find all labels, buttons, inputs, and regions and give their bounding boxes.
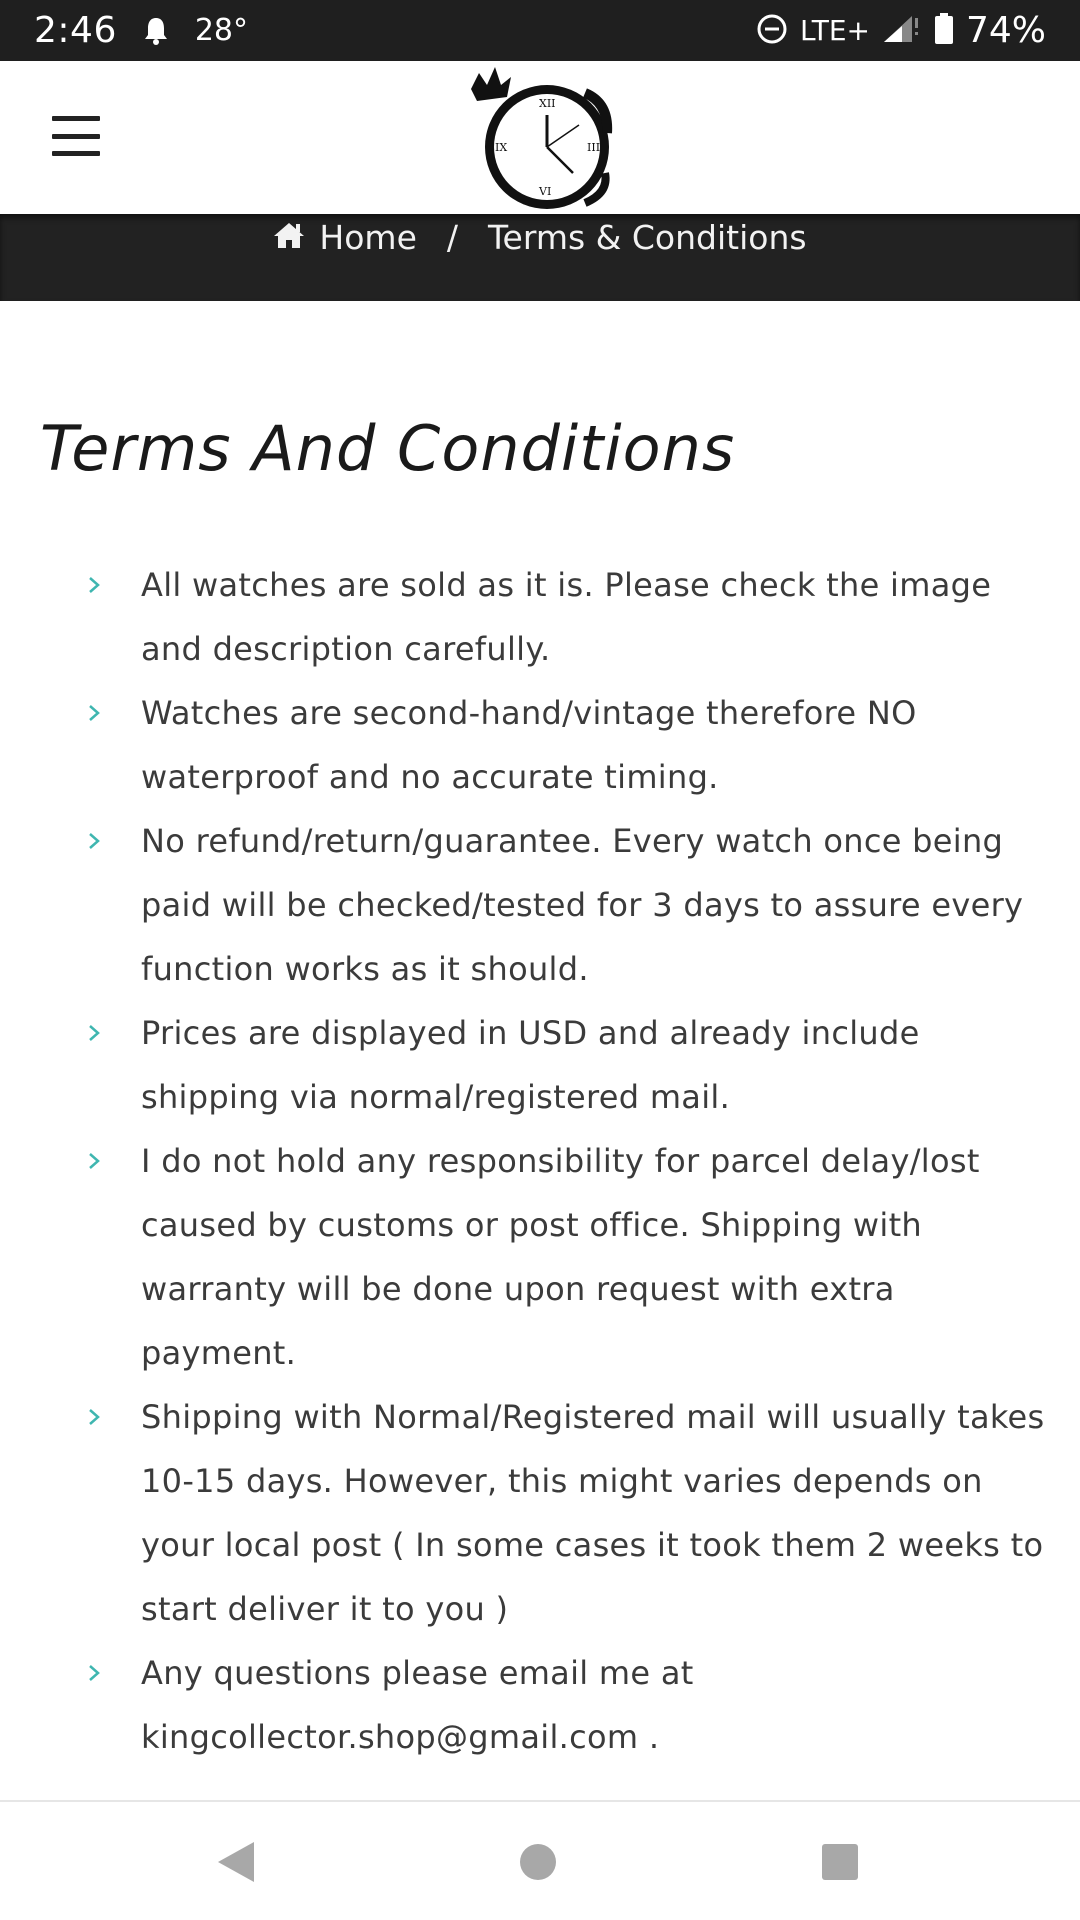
status-network-type: LTE+ xyxy=(799,14,870,47)
do-not-disturb-icon xyxy=(756,13,788,49)
chevron-right-icon xyxy=(84,1407,104,1427)
svg-text:VI: VI xyxy=(539,185,552,198)
terms-item-text: Prices are displayed in USD and already include shipping via normal/registered mail. xyxy=(141,1014,920,1116)
breadcrumb-home-label: Home xyxy=(319,218,417,257)
breadcrumb-separator: / xyxy=(446,218,458,257)
breadcrumb xyxy=(0,214,1080,301)
terms-list-item xyxy=(0,681,1080,809)
system-navigation-bar xyxy=(0,1800,1080,1920)
status-temperature: 28° xyxy=(194,13,249,48)
terms-item-text: Shipping with Normal/Registered mail will usually takes 10-15 days. However, this might varies depends on your local post ( In some cases it took them 2 weeks to start deliver it to you ) xyxy=(141,1398,1045,1628)
terms-list-item xyxy=(0,1385,1080,1641)
terms-item-text: Watches are second-hand/vintage therefore NO waterproof and no accurate timing. xyxy=(141,694,917,796)
svg-text:IX: IX xyxy=(495,141,508,154)
home-circle-icon[interactable] xyxy=(518,1840,558,1888)
status-bar xyxy=(0,0,1080,61)
terms-item-text[interactable]: Any questions please email me at kingcollector.shop@gmail.com . xyxy=(141,1654,694,1756)
chevron-right-icon xyxy=(84,1663,104,1683)
status-right xyxy=(756,10,1046,51)
recent-apps-icon[interactable] xyxy=(820,1840,860,1888)
terms-item-text: I do not hold any responsibility for parcel delay/lost caused by customs or post office. Shipping with warranty will be done upon request with extra payment. xyxy=(141,1142,980,1372)
terms-list-item xyxy=(0,553,1080,681)
hamburger-menu-icon[interactable] xyxy=(52,116,100,156)
terms-list-item xyxy=(0,1129,1080,1385)
svg-text:XII: XII xyxy=(539,97,556,110)
page-title: Terms And Conditions xyxy=(40,412,736,485)
notification-bell-icon xyxy=(143,16,169,46)
home-icon xyxy=(273,218,305,257)
chevron-right-icon xyxy=(84,831,104,851)
terms-item-text: All watches are sold as it is. Please check the image and description carefully. xyxy=(141,566,992,668)
svg-text:III: III xyxy=(587,141,601,154)
terms-list xyxy=(0,553,1080,1769)
chevron-right-icon xyxy=(84,575,104,595)
status-time: 2:46 xyxy=(34,10,117,51)
terms-list-item xyxy=(0,1641,1080,1769)
site-header xyxy=(0,61,1080,214)
signal-strength-icon xyxy=(882,14,922,48)
terms-list-item xyxy=(0,1001,1080,1129)
chevron-right-icon xyxy=(84,1151,104,1171)
battery-icon xyxy=(934,13,954,49)
chevron-right-icon xyxy=(84,703,104,723)
terms-item-text: No refund/return/guarantee. Every watch once being paid will be checked/tested for 3 days to assure every function works as it should. xyxy=(141,822,1024,988)
status-left xyxy=(34,10,248,51)
breadcrumb-current: Terms & Conditions xyxy=(488,218,807,257)
back-icon[interactable] xyxy=(216,1840,256,1888)
site-logo[interactable] xyxy=(467,63,617,213)
breadcrumb-home-link[interactable] xyxy=(273,218,416,257)
terms-list-item xyxy=(0,809,1080,1001)
chevron-right-icon xyxy=(84,1023,104,1043)
status-battery-percent: 74% xyxy=(965,10,1046,51)
